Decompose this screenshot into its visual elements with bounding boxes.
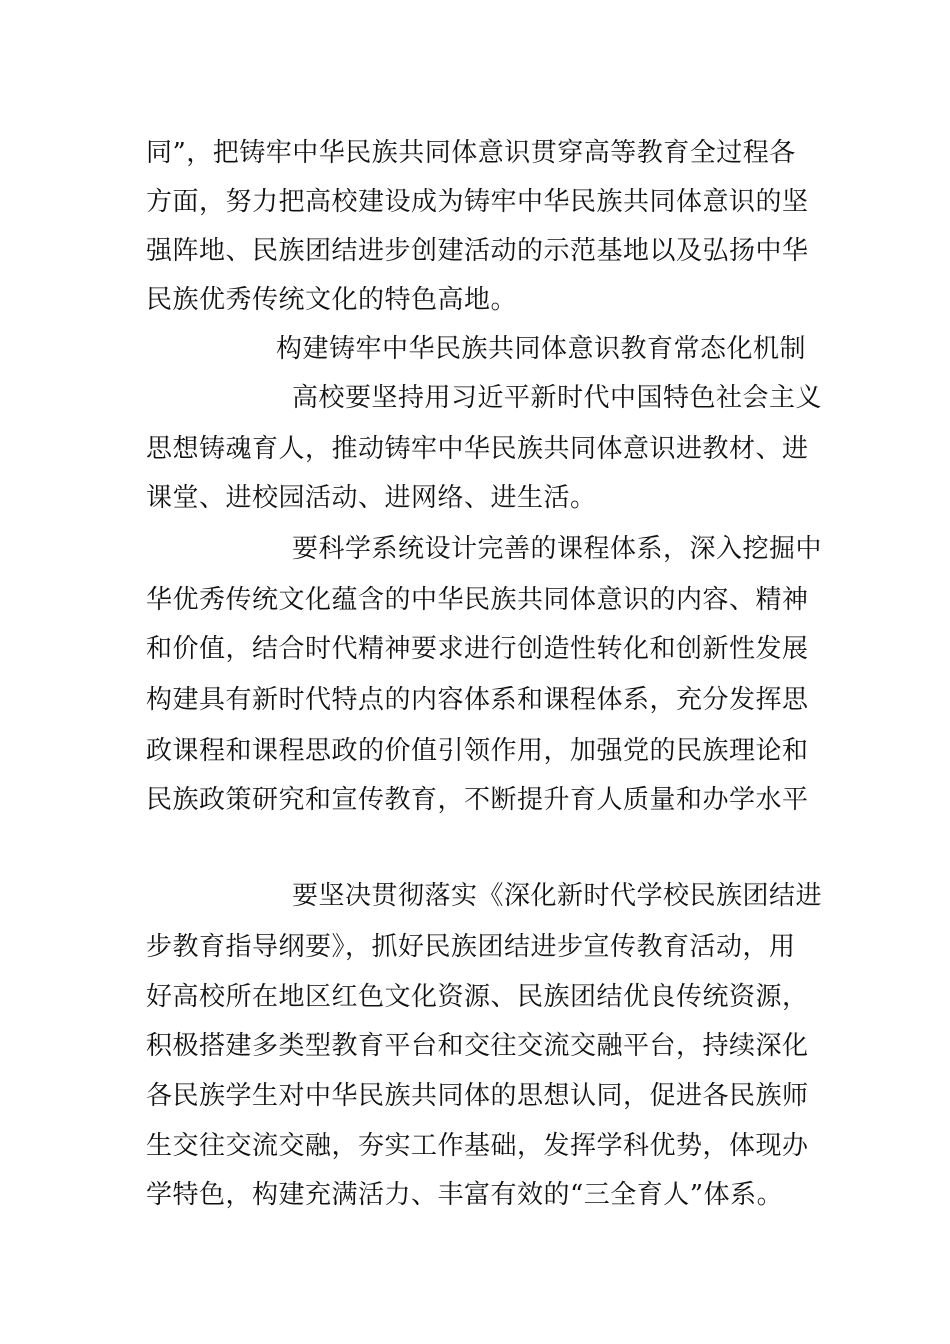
paragraph-1-line-2: 方面，努力把高校建设成为铸牢中华民族共同体意识的坚: [146, 187, 809, 217]
section-heading: 构建铸牢中华民族共同体意识教育常态化机制: [276, 334, 807, 364]
paragraph-4-line-4: 积极搭建多类型教育平台和交往交流交融平台，持续深化: [146, 1031, 809, 1061]
paragraph-3-line-3: 和价值，结合时代精神要求进行创造性转化和创新性发展: [146, 634, 809, 664]
paragraph-3-line-5: 政课程和课程思政的价值引领作用，加强党的民族理论和: [146, 736, 809, 766]
paragraph-3-line-2: 华优秀传统文化蕴含的中华民族共同体意识的内容、精神: [146, 585, 809, 615]
paragraph-4-line-6: 生交往交流交融，夯实工作基础，发挥学科优势，体现办: [146, 1131, 809, 1161]
paragraph-3-line-6: 民族政策研究和宣传教育，不断提升育人质量和办学水平: [146, 785, 809, 815]
paragraph-2-line-1: 高校要坚持用习近平新时代中国特色社会主义: [292, 383, 823, 413]
paragraph-1-line-4: 民族优秀传统文化的特色高地。: [146, 285, 518, 315]
paragraph-4-line-5: 各民族学生对中华民族共同体的思想认同，促进各民族师: [146, 1081, 809, 1111]
paragraph-4-line-1: 要坚决贯彻落实《深化新时代学校民族团结进: [292, 881, 823, 911]
paragraph-2-line-3: 课堂、进校园活动、进网络、进生活。: [146, 483, 597, 513]
paragraph-3-line-1: 要科学系统设计完善的课程体系，深入挖掘中: [292, 534, 823, 564]
paragraph-4-line-3: 好高校所在地区红色文化资源、民族团结优良传统资源，: [146, 982, 809, 1012]
paragraph-1-line-1: 同”，把铸牢中华民族共同体意识贯穿高等教育全过程各: [146, 138, 796, 168]
paragraph-3-line-4: 构建具有新时代特点的内容体系和课程体系，充分发挥思: [146, 685, 809, 715]
paragraph-4-line-2: 步教育指导纲要》，抓好民族团结进步宣传教育活动，用: [146, 932, 796, 962]
paragraph-4-line-7: 学特色，构建充满活力、丰富有效的“三全育人”体系。: [146, 1180, 784, 1210]
paragraph-2-line-2: 思想铸魂育人，推动铸牢中华民族共同体意识进教材、进: [146, 434, 809, 464]
paragraph-1-line-3: 强阵地、民族团结进步创建活动的示范基地以及弘扬中华: [146, 236, 809, 266]
